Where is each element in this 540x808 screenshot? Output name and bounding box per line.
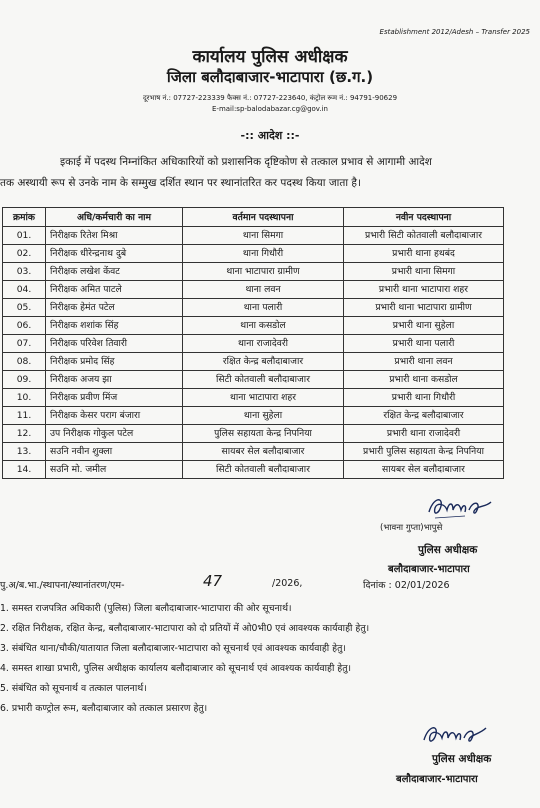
- row-serial: 04.: [3, 281, 46, 299]
- col-header-new-posting: नवीन पदस्थापना: [344, 208, 504, 227]
- row-current-posting: सिटी कोतवाली बलौदाबाजार: [183, 371, 344, 389]
- contact-line: दूरभाष नं.: 07727-223339 फैक्स नं.: 07727-223640, कंट्रोल रूम नं.: 94791-90629: [142, 94, 398, 102]
- signatory-designation: पुलिस अधीक्षक: [418, 544, 478, 556]
- row-serial: 07.: [3, 335, 46, 353]
- row-new-posting: प्रभारी थाना भाटापारा शहर: [344, 281, 504, 299]
- copy-line: 5. संबंधित को सूचनार्थ व तत्काल पालनार्थ।: [0, 683, 147, 694]
- col-header-current-posting: वर्तमान पदस्थापना: [183, 208, 344, 227]
- copy-line: 6. प्रभारी कण्ट्रोल रूम, बलौदाबाजार को तत्काल प्रसारण हेतु।: [0, 703, 208, 714]
- intro-line-2: तक अस्थायी रूप से उनके नाम के सम्मुख दर्शित स्थान पर स्थानांतरित कर पदस्थ किया जाता है।: [0, 177, 361, 189]
- row-new-posting: प्रभारी सिटी कोतवाली बलौदाबाजार: [344, 227, 504, 245]
- document-reference-top: Establishment 2012/Adesh – Transfer 2025: [379, 28, 530, 36]
- row-current-posting: सिटी कोतवाली बलौदाबाजार: [183, 461, 344, 479]
- row-current-posting: सायबर सेल बलौदाबाजार: [183, 443, 344, 461]
- reference-date: दिनांक : 02/01/2026: [363, 580, 450, 591]
- row-current-posting: थाना पलारी: [183, 299, 344, 317]
- row-new-posting: प्रभारी थाना सुहेला: [344, 317, 504, 335]
- row-serial: 06.: [3, 317, 46, 335]
- row-officer-name: निरीक्षक हेमंत पटेल: [46, 299, 183, 317]
- row-current-posting: पुलिस सहायता केन्द्र निपनिया: [183, 425, 344, 443]
- reference-number: 47: [203, 572, 223, 590]
- copy-line: 3. संबंधित थाना/चौकी/यातायात जिला बलौदाबाजार-भाटापारा को सूचनार्थ एवं आवश्यक कार्यवाही हेतु।: [0, 643, 346, 654]
- row-current-posting: थाना भाटापारा ग्रामीण: [183, 263, 344, 281]
- reference-prefix: पु.अ/ब.भा./स्थापना/स्थानांतरण/एम-: [0, 580, 125, 591]
- signature-mark: [425, 492, 495, 522]
- order-heading: -:: आदेश ::-: [240, 129, 300, 142]
- row-officer-name: निरीक्षक प्रवीण मिंज: [46, 389, 183, 407]
- row-serial: 11.: [3, 407, 46, 425]
- reference-year: /2026,: [272, 578, 303, 589]
- row-serial: 03.: [3, 263, 46, 281]
- row-officer-name: निरीक्षक परिवेश तिवारी: [46, 335, 183, 353]
- table-row: [3, 299, 504, 317]
- row-officer-name: निरीक्षक अजय झा: [46, 371, 183, 389]
- district-title: जिला बलौदाबाजार-भाटापारा (छ.ग.): [166, 68, 374, 86]
- table-row: [3, 317, 504, 335]
- row-officer-name: निरीक्षक केसर पराग बंजारा: [46, 407, 183, 425]
- row-serial: 14.: [3, 461, 46, 479]
- row-serial: 02.: [3, 245, 46, 263]
- footer-signatory-place: बलौदाबाजार-भाटापारा: [396, 774, 478, 785]
- table-row: [3, 245, 504, 263]
- row-officer-name: सउनि मो. जमील: [46, 461, 183, 479]
- row-new-posting: प्रभारी थाना पलारी: [344, 335, 504, 353]
- row-officer-name: निरीक्षक धीरेन्द्रनाथ दुबे: [46, 245, 183, 263]
- row-serial: 08.: [3, 353, 46, 371]
- row-new-posting: प्रभारी थाना लवन: [344, 353, 504, 371]
- copy-line: 4. समस्त शाखा प्रभारी, पुलिस अधीक्षक कार्यालय बलौदाबाजार को सूचनार्थ एवं आवश्यक कार्यवाही हेतु।: [0, 663, 352, 674]
- row-current-posting: थाना गिधौरी: [183, 245, 344, 263]
- row-current-posting: थाना सिमगा: [183, 227, 344, 245]
- row-current-posting: थाना सुहेला: [183, 407, 344, 425]
- row-current-posting: थाना राजादेवरी: [183, 335, 344, 353]
- table-row: [3, 407, 504, 425]
- signatory-place: बलौदाबाजार-भाटापारा: [388, 564, 470, 575]
- row-current-posting: थाना भाटापारा शहर: [183, 389, 344, 407]
- signatory-name: (भावना गुप्ता)भापुसे: [380, 523, 443, 533]
- row-new-posting: प्रभारी थाना कसडोल: [344, 371, 504, 389]
- intro-line-1: इकाई में पदस्थ निम्नांकित अधिकारियों को प्रशासनिक दृष्टिकोण से तत्काल प्रभाव से आगामी आदेश: [60, 156, 432, 168]
- row-new-posting: प्रभारी थाना हथबंद: [344, 245, 504, 263]
- signature-mark: [420, 718, 490, 750]
- row-new-posting: सायबर सेल बलौदाबाजार: [344, 461, 504, 479]
- row-officer-name: सउनि नवीन शुक्ला: [46, 443, 183, 461]
- col-header-name: अधि/कर्मचारी का नाम: [46, 208, 183, 227]
- footer-signatory-designation: पुलिस अधीक्षक: [432, 753, 492, 765]
- row-current-posting: थाना कसडोल: [183, 317, 344, 335]
- row-new-posting: प्रभारी पुलिस सहायता केन्द्र निपनिया: [344, 443, 504, 461]
- row-officer-name: निरीक्षक रितेश मिश्रा: [46, 227, 183, 245]
- row-new-posting: प्रभारी थाना राजादेवरी: [344, 425, 504, 443]
- row-new-posting: प्रभारी थाना भाटापारा ग्रामीण: [344, 299, 504, 317]
- row-serial: 05.: [3, 299, 46, 317]
- row-officer-name: उप निरीक्षक गोकुल पटेल: [46, 425, 183, 443]
- row-officer-name: निरीक्षक शशांक सिंह: [46, 317, 183, 335]
- email-line: E-mail:sp-balodabazar.cg@gov.in: [212, 105, 328, 113]
- row-serial: 12.: [3, 425, 46, 443]
- row-officer-name: निरीक्षक लखेश केंवट: [46, 263, 183, 281]
- row-officer-name: निरीक्षक प्रमोद सिंह: [46, 353, 183, 371]
- copy-line: 2. रक्षित निरीक्षक, रक्षित केन्द्र, बलौदाबाजार-भाटापारा को दो प्रतियों में ओ0भी0 एवं आवश्यक कार्यवाही हेतु।: [0, 623, 370, 634]
- office-title: कार्यालय पुलिस अधीक्षक: [192, 47, 348, 67]
- row-current-posting: रक्षित केन्द्र बलौदाबाजार: [183, 353, 344, 371]
- transfer-table: [2, 207, 504, 479]
- row-serial: 13.: [3, 443, 46, 461]
- row-serial: 10.: [3, 389, 46, 407]
- table-row: [3, 263, 504, 281]
- col-header-serial: क्रमांक: [3, 208, 46, 227]
- table-header-row: [3, 208, 504, 227]
- table-row: [3, 227, 504, 245]
- table-row: [3, 389, 504, 407]
- copy-line: 1. समस्त राजपत्रित अधिकारी (पुलिस) जिला बलौदाबाजार-भाटापारा की ओर सूचनार्थ।: [0, 603, 292, 614]
- table-row: [3, 371, 504, 389]
- table-row: [3, 461, 504, 479]
- table-row: [3, 353, 504, 371]
- table-row: [3, 335, 504, 353]
- row-serial: 01.: [3, 227, 46, 245]
- row-new-posting: रक्षित केन्द्र बलौदाबाजार: [344, 407, 504, 425]
- table-row: [3, 443, 504, 461]
- row-new-posting: प्रभारी थाना सिमगा: [344, 263, 504, 281]
- row-serial: 09.: [3, 371, 46, 389]
- row-current-posting: थाना लवन: [183, 281, 344, 299]
- row-officer-name: निरीक्षक अमित पाटले: [46, 281, 183, 299]
- table-row: [3, 281, 504, 299]
- row-new-posting: प्रभारी थाना गिधौरी: [344, 389, 504, 407]
- table-row: [3, 425, 504, 443]
